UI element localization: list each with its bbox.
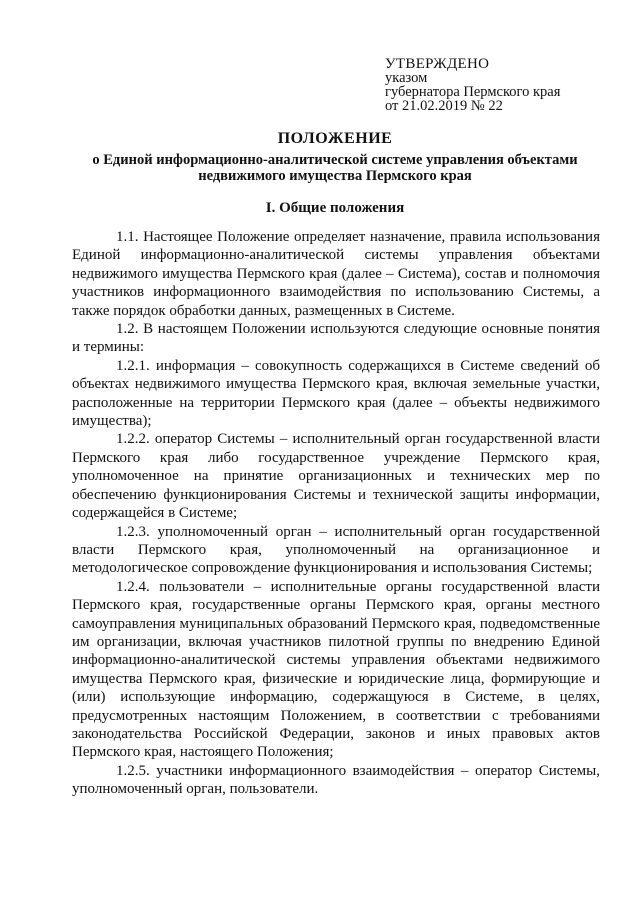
approval-line-date: от 21.02.2019 № 22 — [385, 98, 503, 114]
section-heading: I. Общие положения — [265, 200, 405, 216]
approval-line-governor: губернатора Пермского края — [385, 84, 561, 100]
paragraph-1-2-1: 1.2.1. информация – совокупность содержащихся в Системе сведений об объектах недвижимого имущества Пермского края, включая земельные участки, расположенные на территории Пермского края (далее – объекты недвижимого имущества); — [72, 357, 600, 430]
approval-line-decree: указом — [385, 70, 428, 86]
paragraph-1-2-4: 1.2.4. пользователи – исполнительные органы государственной власти Пермского края, государственные органы Пермского края, органы местного самоуправления муниципальных образований Пермского края, подведомственные им организации, включая участников пилотной группы по внедрению Единой информационно-аналитической системы управления объектами недвижимого имущества Пермского края, физические и юридические лица, формирующие и (или) использующие информацию, содержащуюся в Системе, в целях, предусмотренных настоящим Положением, в соответствии с требованиями законодательства Российской Федерации, законов и иных правовых актов Пермского края, настоящего Положения; — [72, 578, 600, 761]
approval-heading: УТВЕРЖДЕНО — [385, 56, 490, 72]
document-subtitle: о Единой информационно-аналитической системе управления объектами недвижимого имущества Пермского края — [92, 152, 578, 184]
paragraph-1-2-3: 1.2.3. уполномоченный орган – исполнительный орган государственной власти Пермского края, уполномоченный на организационное и методологическое сопровождение функционирования и использования Системы; — [72, 523, 600, 577]
document-title: ПОЛОЖЕНИЕ — [277, 130, 393, 147]
approval-stamp — [385, 57, 625, 113]
paragraph-1-2-5: 1.2.5. участники информационного взаимодействия – оператор Системы, уполномоченный орган, пользователи. — [72, 762, 600, 798]
paragraph-1-1: 1.1. Настоящее Положение определяет назначение, правила использования Единой информационно-аналитической системы управления объектами недвижимого имущества Пермского края (далее – Система), состав и полномочия участников информационного взаимодействия по использованию Системы, а также порядок обработки данных, размещенных в Системе. — [72, 229, 600, 319]
paragraph-1-2-2: 1.2.2. оператор Системы – исполнительный орган государственной власти Пермского края либо государственное учреждение Пермского края, уполномоченное на принятие организационных и технических мер по обеспечению функционирования Системы и технической защиты информации, содержащейся в Системе; — [72, 431, 600, 522]
paragraph-1-2: 1.2. В настоящем Положении используются следующие основные понятия и термины: — [72, 321, 600, 356]
document-body — [72, 228, 600, 799]
